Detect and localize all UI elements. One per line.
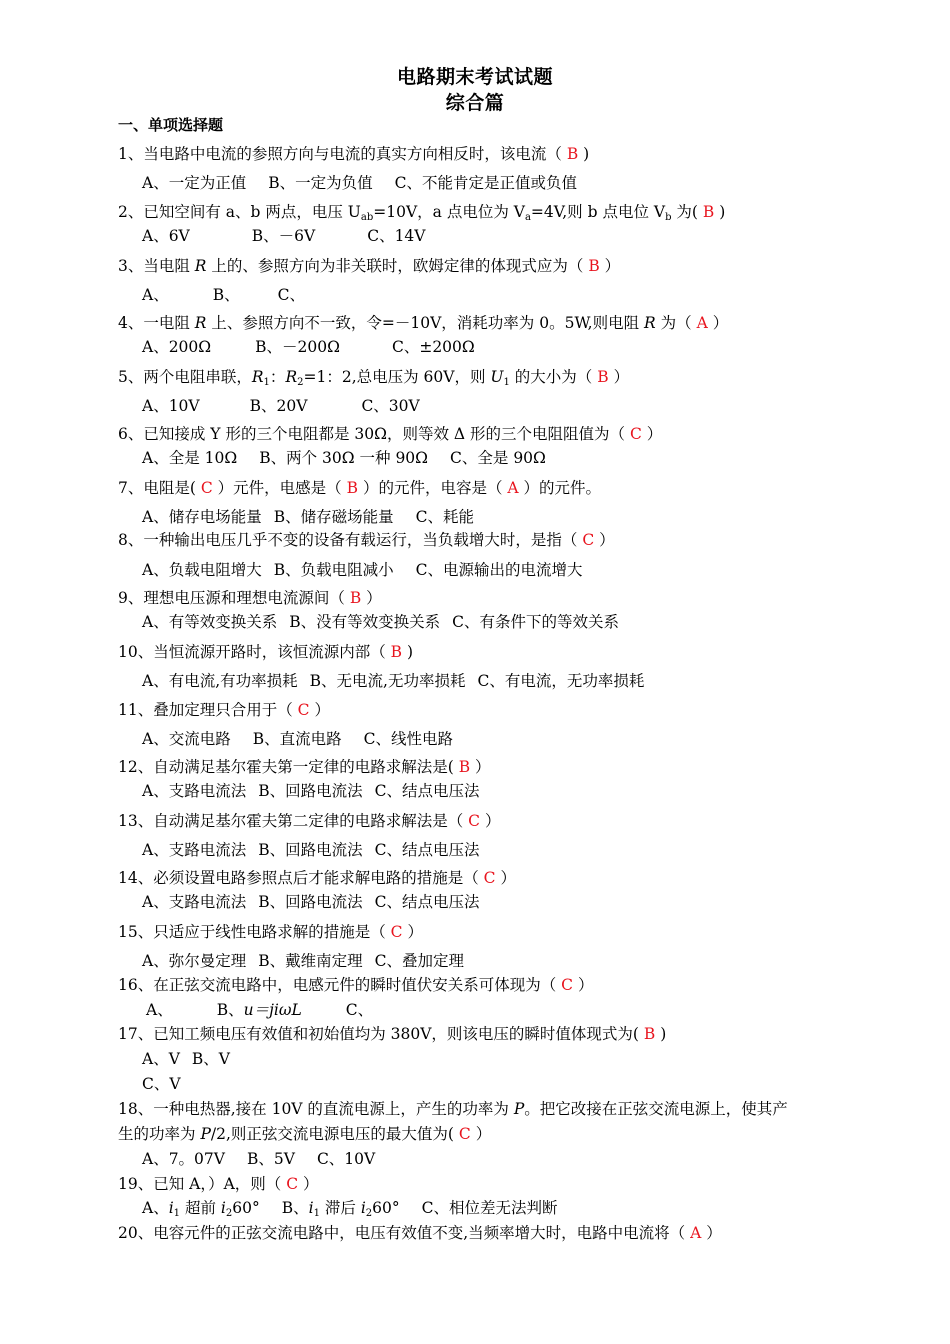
question-9: 9、理想电压源和理想电流源间（ B ） — [118, 589, 382, 607]
answer-14: C — [483, 869, 496, 887]
options-12: A、支路电流法 B、回路电流法 C、结点电压法 — [142, 782, 480, 800]
options-17-c: C、V — [142, 1075, 181, 1093]
question-3: 3、当电阻 R 上的、参照方向为非关联时，欧姆定律的体现式应为（ B ） — [118, 257, 621, 275]
question-10: 10、当恒流源开路时，该恒流源内部（ B ) — [118, 643, 414, 661]
answer-13: C — [468, 812, 481, 830]
question-14: 14、必须设置电路参照点后才能求解电路的措施是（ C ） — [118, 869, 516, 887]
answer-20: A — [690, 1224, 702, 1242]
answer-12: B — [458, 758, 471, 776]
question-4: 4、一电阻 R 上、参照方向不一致，令=－10V，消耗功率为 0。5W,则电阻 R 为（ A ） — [118, 314, 729, 332]
options-17-ab: A、V B、V — [142, 1050, 230, 1068]
answer-8: C — [582, 531, 595, 549]
answer-9: B — [349, 589, 362, 607]
question-13: 13、自动满足基尔霍夫第二定律的电路求解法是（ C ） — [118, 812, 501, 830]
answer-11: C — [297, 701, 310, 719]
question-2: 2、已知空间有 a、b 两点，电压 $U_{ab}=10V$，a 点电位为 $V_a=4V$,则 b 点电位 $V_b$ 为( B ) — [118, 203, 726, 223]
question-7: 7、电阻是( C ）元件，电感是（ B ）的元件，电容是（ A ）的元件。 — [118, 479, 602, 497]
question-19: 19、已知 A，）A，则（ C ） — [118, 1175, 319, 1193]
question-15: 15、只适应于线性电路求解的措施是（ C ） — [118, 923, 423, 941]
options-5: A、10V B、20V C、30V — [142, 397, 420, 415]
question-17: 17、已知工频电压有效值和初始值均为 380V，则该电压的瞬时值体现式为( B ) — [118, 1025, 667, 1043]
answer-7-inductor: B — [346, 479, 359, 497]
answer-15: C — [390, 923, 403, 941]
answer-16: C — [561, 976, 574, 994]
options-8: A、负载电阻增大 B、负载电阻减小 C、电源输出的电流增大 — [142, 561, 583, 579]
answer-7-capacitor: A — [507, 479, 519, 497]
question-12: 12、自动满足基尔霍夫第一定律的电路求解法是( B ） — [118, 758, 491, 776]
answer-1: B — [566, 145, 579, 163]
options-1: A、一定为正值 B、一定为负值 C、不能肯定是正值或负值 — [142, 174, 577, 192]
answer-17: B — [643, 1025, 656, 1043]
question-5: 5、两个电阻串联，$R_1$：$R_2=1$：2,总电压为 60V，则 $U_1$ 的大小为（ B ） — [118, 368, 630, 388]
options-13: A、支路电流法 B、回路电流法 C、结点电压法 — [142, 841, 480, 859]
question-20: 20、电容元件的正弦交流电路中，电压有效值不变,当频率增大时，电路中电流将（ A ） — [118, 1224, 722, 1242]
answer-10: B — [390, 643, 403, 661]
options-2: A、6V B、－6V C、14V — [142, 227, 426, 245]
answer-7-resistor: C — [200, 479, 213, 497]
options-10: A、有电流,有功率损耗 B、无电流,无功率损耗 C、有电流，无功率损耗 — [142, 672, 645, 690]
options-14: A、支路电流法 B、回路电流法 C、结点电压法 — [142, 893, 480, 911]
page-subtitle: 综合篇 — [445, 92, 505, 114]
answer-2: B — [702, 203, 715, 221]
section-heading: 一、单项选择题 — [118, 116, 224, 134]
answer-4: A — [696, 314, 708, 332]
page-title: 电路期末考试试题 — [396, 66, 553, 88]
question-11: 11、叠加定理只合用于（ C ） — [118, 701, 330, 719]
answer-6: C — [629, 425, 642, 443]
options-6: A、全是 10Ω B、两个 30Ω 一种 90Ω C、全是 90Ω — [142, 449, 546, 467]
answer-3: B — [588, 257, 600, 275]
options-7: A、储存电场能量 B、储存磁场能量 C、耗能 — [142, 508, 474, 526]
options-11: A、交流电路 B、直流电路 C、线性电路 — [142, 730, 453, 748]
question-8: 8、一种输出电压几乎不变的设备有载运行，当负载增大时，是指（ C ） — [118, 531, 615, 549]
options-15: A、弥尔曼定理 B、戴维南定理 C、叠加定理 — [142, 952, 464, 970]
question-18: 18、一种电热器,接在 10V 的直流电源上，产生的功率为 P。把它改接在正弦交流电源上，使其产 — [118, 1100, 788, 1118]
question-6: 6、已知接成 Y 形的三个电阻都是 30Ω，则等效 Δ 形的三个电阻阻值为（ C ） — [118, 425, 663, 443]
options-18: A、7。07V B、5V C、10V — [142, 1150, 376, 1168]
question-1: 1、当电路中电流的参照方向与电流的真实方向相反时，该电流（ B ) — [118, 145, 590, 163]
question-16: 16、在正弦交流电路中，电感元件的瞬时值伏安关系可体现为（ C ） — [118, 976, 594, 994]
options-9: A、有等效变换关系 B、没有等效变换关系 C、有条件下的等效关系 — [142, 613, 619, 631]
answer-18: C — [458, 1125, 471, 1143]
question-18-cont: 生的功率为 P/2,则正弦交流电源电压的最大值为( C ） — [118, 1125, 492, 1143]
answer-19: C — [286, 1175, 299, 1193]
options-16: A、 B、u＝jiωL C、 — [146, 1001, 374, 1019]
options-19: A、$i_1$ 超前 $i_260^\circ$ B、$i_1$ 滞后 $i_260^\circ$ C、相位差无法判断 — [142, 1199, 558, 1219]
answer-5: B — [597, 368, 609, 386]
options-4: A、200Ω B、－200Ω C、±200Ω — [142, 338, 475, 356]
options-3: A、 B、 C、 — [142, 286, 305, 304]
